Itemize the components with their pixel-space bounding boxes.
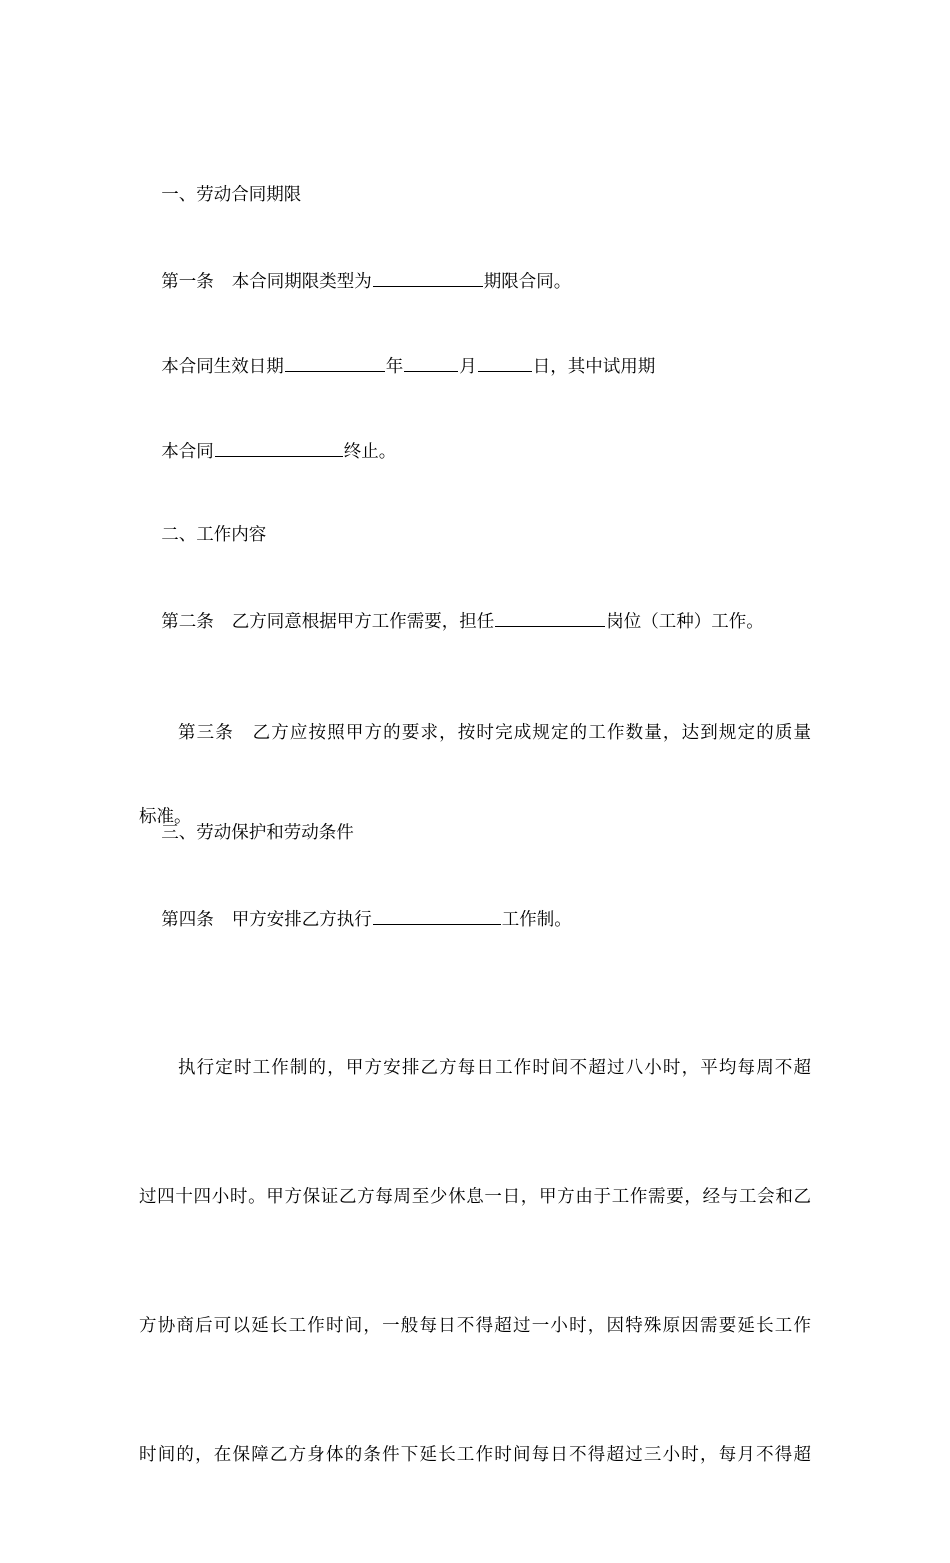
effective-date-clause: 本合同生效日期 年 月 日，其中试用期 [139, 323, 811, 409]
year-blank[interactable] [285, 351, 385, 372]
working-hours-paragraph: 执行定时工作制的，甲方安排乙方每日工作时间不超过八小时，平均每周不超 过四十四小时。甲方保证乙方每周至少休息一日，甲方由于工作需要，经与工会和乙 方协商后可以延长工作时间，一般每日不得超过一小时，因特殊原因需要延长工作 时间的，在保障乙方身体的条件下延长工作时间每日不得超过三小时，每月不得超 [139, 1058, 811, 1465]
position-blank[interactable] [495, 606, 605, 627]
article-2: 第二条 乙方同意根据甲方工作需要，担任 岗位（工种）工作。 [139, 578, 811, 664]
article-4-label: 第四条 [161, 910, 214, 930]
section-heading-contract-term: 一、劳动合同期限 [161, 185, 302, 205]
article-1-label: 第一条 [161, 272, 214, 292]
section-heading-labor-protection: 三、劳动保护和劳动条件 [161, 823, 354, 843]
article-3: 第三条 乙方应按照甲方的要求，按时完成规定的工作数量，达到规定的质量 标准。 [139, 723, 811, 827]
article-2-label: 第二条 [161, 612, 214, 632]
section-heading-work-content: 二、工作内容 [161, 525, 267, 545]
article-1: 第一条 本合同期限类型为 期限合同。 [139, 238, 811, 324]
article-4: 第四条 甲方安排乙方执行 工作制。 [139, 876, 811, 962]
termination-blank[interactable] [215, 436, 343, 457]
day-blank[interactable] [478, 351, 532, 372]
contract-type-blank[interactable] [373, 266, 483, 287]
month-blank[interactable] [404, 351, 458, 372]
termination-clause: 本合同 终止。 [139, 408, 811, 494]
work-system-blank[interactable] [373, 904, 501, 925]
